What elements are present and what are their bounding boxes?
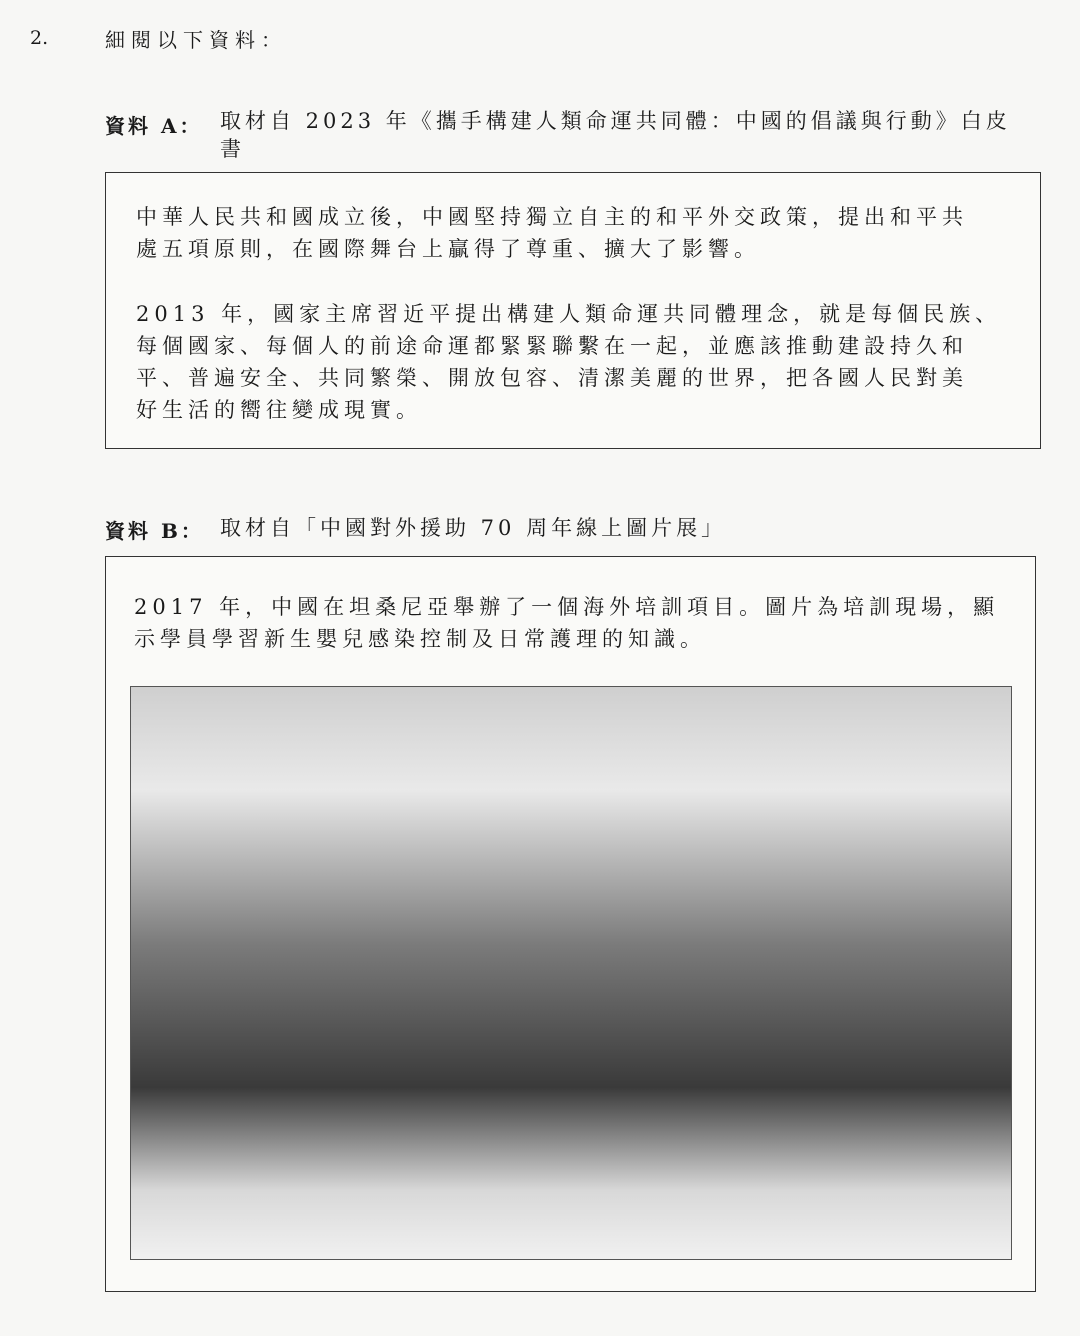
source-a-title-line2: 書 xyxy=(220,137,245,161)
source-a-para2-line3: 平、普遍安全、共同繁榮、開放包容、清潔美麗的世界，把各國人民對美 xyxy=(136,366,968,390)
source-a-label: 資料 A： xyxy=(105,114,203,138)
instruction-text: 細閱以下資料： xyxy=(105,28,287,52)
source-b-label: 資料 B： xyxy=(105,519,204,543)
source-b-title: 取材自「中國對外援助 70 周年線上圖片展」 xyxy=(220,516,727,540)
question-number: 2. xyxy=(30,27,49,49)
source-a-box xyxy=(105,172,1041,449)
source-a-para2-line2: 每個國家、每個人的前途命運都緊緊聯繫在一起，並應該推動建設持久和 xyxy=(136,334,968,358)
source-b-para-line1: 2017 年，中國在坦桑尼亞舉辦了一個海外培訓項目。圖片為培訓現場，顯 xyxy=(134,595,1000,619)
source-a-title-line1: 取材自 2023 年《攜手構建人類命運共同體：中國的倡議與行動》白皮 xyxy=(220,109,1011,133)
source-a-para1-line2: 處五項原則，在國際舞台上贏得了尊重、擴大了影響。 xyxy=(136,237,760,261)
source-b-para-line2: 示學員學習新生嬰兒感染控制及日常護理的知識。 xyxy=(134,627,706,651)
source-a-para1-line1: 中華人民共和國成立後，中國堅持獨立自主的和平外交政策，提出和平共 xyxy=(136,205,968,229)
source-a-para2-line4: 好生活的嚮往變成現實。 xyxy=(136,398,422,422)
source-a-para2-line1: 2013 年，國家主席習近平提出構建人類命運共同體理念，就是每個民族、 xyxy=(136,302,1002,326)
training-photo xyxy=(130,686,1012,1260)
